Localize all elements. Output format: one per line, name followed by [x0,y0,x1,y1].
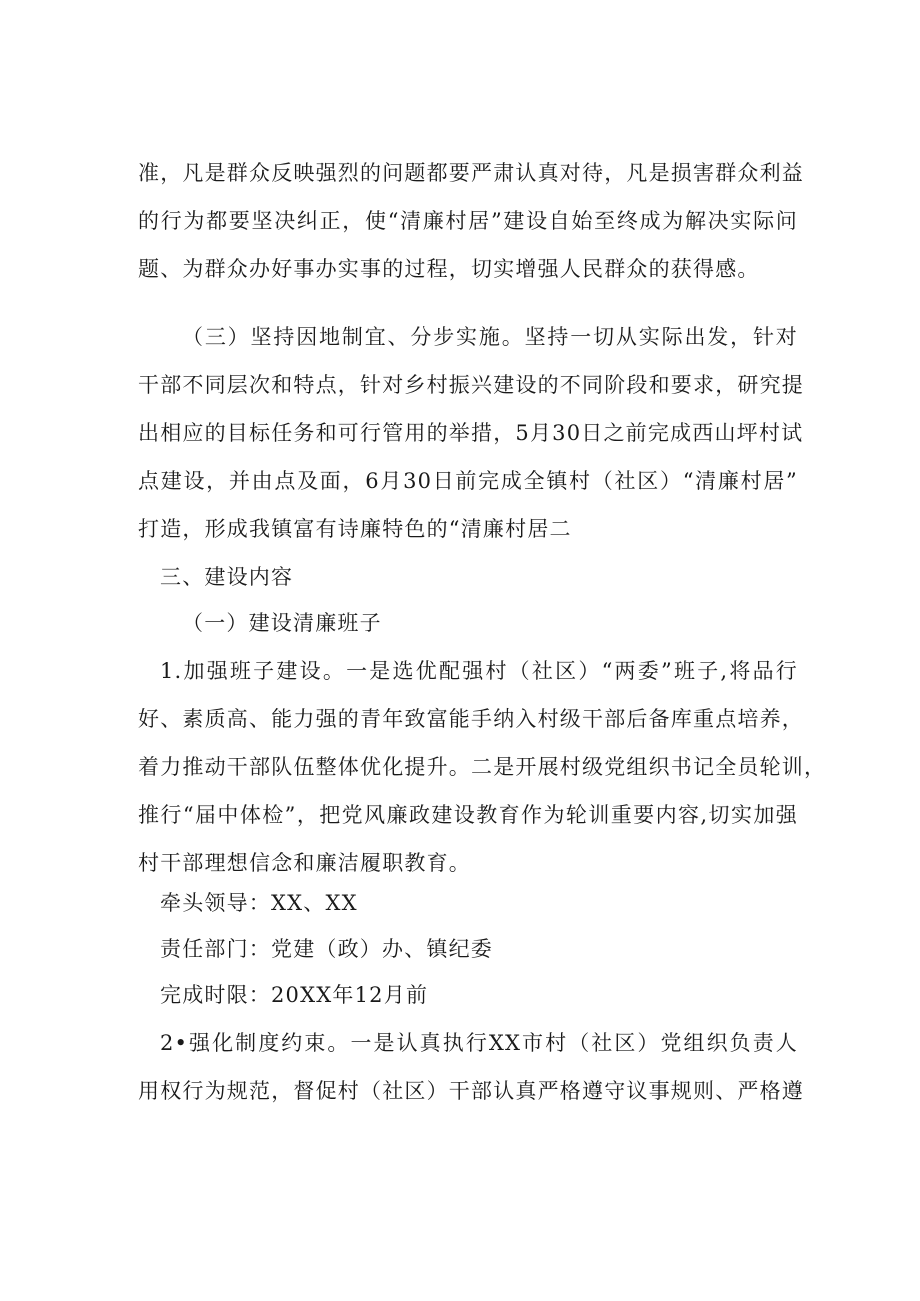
paragraph-line: 出相应的目标任务和可行管用的举措，5月30日之前完成西山坪村试 [138,421,804,445]
paragraph-line: 着力推动干部队伍整体优化提升。二是开展村级党组织书记全员轮训， [138,755,827,779]
deadline: 完成时限：20XX年12月前 [160,983,429,1007]
paragraph-line: 的行为都要坚决纠正，使“清廉村居”建设自始至终成为解决实际问 [138,209,798,233]
paragraph-line: 题、为群众办好事办实事的过程，切实增强人民群众的获得感。 [138,257,760,281]
section-heading: 三、建设内容 [160,565,294,589]
paragraph-line: 点建设，并由点及面，6月30日前完成全镇村（社区）“清廉村居” [138,469,798,493]
paragraph-line: 2•强化制度约束。一是认真执行XX市村（社区）党组织负责人 [160,1031,798,1055]
paragraph-line: 打造，形成我镇富有诗廉特色的“清廉村居二 [138,517,572,541]
paragraph-line: （三）坚持因地制宜、分步实施。坚持一切从实际出发，针对 [182,325,798,349]
paragraph-line: 准，凡是群众反映强烈的问题都要严肃认真对待，凡是损害群众利益 [138,161,804,185]
paragraph-line: 1.加强班子建设。一是选优配强村（社区）“两委”班子,将品行 [160,659,798,683]
paragraph-line: 干部不同层次和特点，针对乡村振兴建设的不同阶段和要求，研究提 [138,373,804,397]
paragraph-line: 好、素质高、能力强的青年致富能手纳入村级干部后备库重点培养， [138,707,804,731]
paragraph-line: 村干部理想信念和廉洁履职教育。 [138,851,471,875]
responsible-dept: 责任部门：党建（政）办、镇纪委 [160,937,493,961]
paragraph-line: 推行“届中体检”，把党风廉政建设教育作为轮训重要内容,切实加强 [138,803,798,827]
subsection-heading: （一）建设清廉班子 [182,611,382,635]
lead-leader: 牵头领导：XX、XX [160,891,358,915]
paragraph-line: 用权行为规范，督促村（社区）干部认真严格遵守议事规则、严格遵 [138,1079,804,1103]
